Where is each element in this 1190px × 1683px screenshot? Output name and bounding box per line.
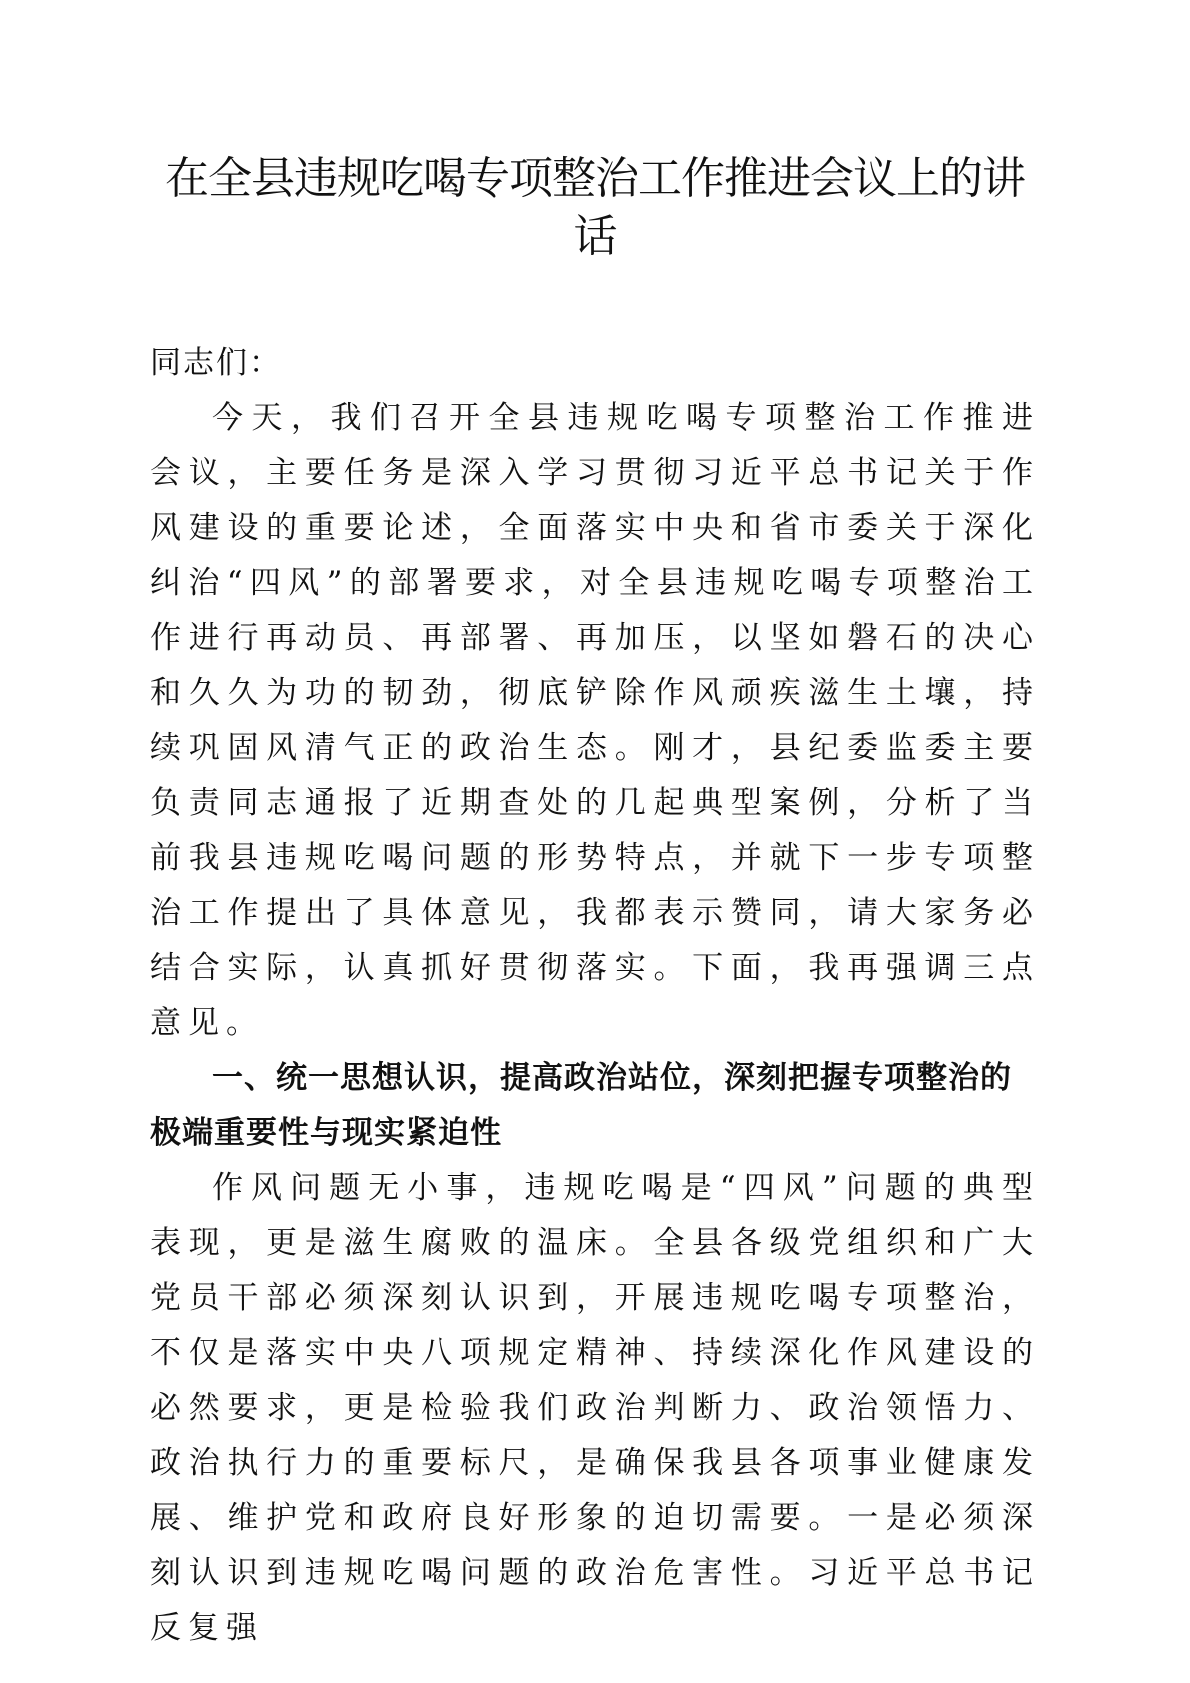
opening-paragraph: 今天，我们召开全县违规吃喝专项整治工作推进会议，主要任务是深入学习贯彻习近平总书记关于作风建设的重要论述，全面落实中央和省市委关于深化纠治“四风”的部署要求，对全县违规吃喝专项整治工作进行再动员、再部署、再加压，以坚如磐石的决心和久久为功的韧劲，彻底铲除作风顽疾滋生土壤，持续巩固风清气正的政治生态。刚才，县纪委监委主要负责同志通报了近期查处的几起典型案例，分析了当前我县违规吃喝问题的形势特点，并就下一步专项整治工作提出了具体意见，我都表示赞同，请大家务必结合实际，认真抓好贯彻落实。下面，我再强调三点意见。	[150, 400, 1040, 1041]
section-heading: 一、统一思想认识，提高政治站位，深刻把握专项整治的极端重要性与现实紧迫性	[150, 1060, 1012, 1151]
section-paragraph: 作风问题无小事，违规吃喝是“四风”问题的典型表现，更是滋生腐败的温床。全县各级党组织和广大党员干部必须深刻认识到，开展违规吃喝专项整治，不仅是落实中央八项规定精神、持续深化作风建设的必然要求，更是检验我们政治判断力、政治领悟力、政治执行力的重要标尺，是确保我县各项事业健康发展、维护党和政府良好形象的迫切需要。一是必须深刻认识到违规吃喝问题的政治危害性。习近平总书记反复强	[150, 1170, 1040, 1646]
document-body	[150, 336, 1040, 1656]
document-page	[150, 150, 1040, 1656]
document-title: 在全县违规吃喝专项整治工作推进会议上的讲话	[165, 153, 1025, 262]
salutation: 同志们：	[150, 345, 282, 381]
